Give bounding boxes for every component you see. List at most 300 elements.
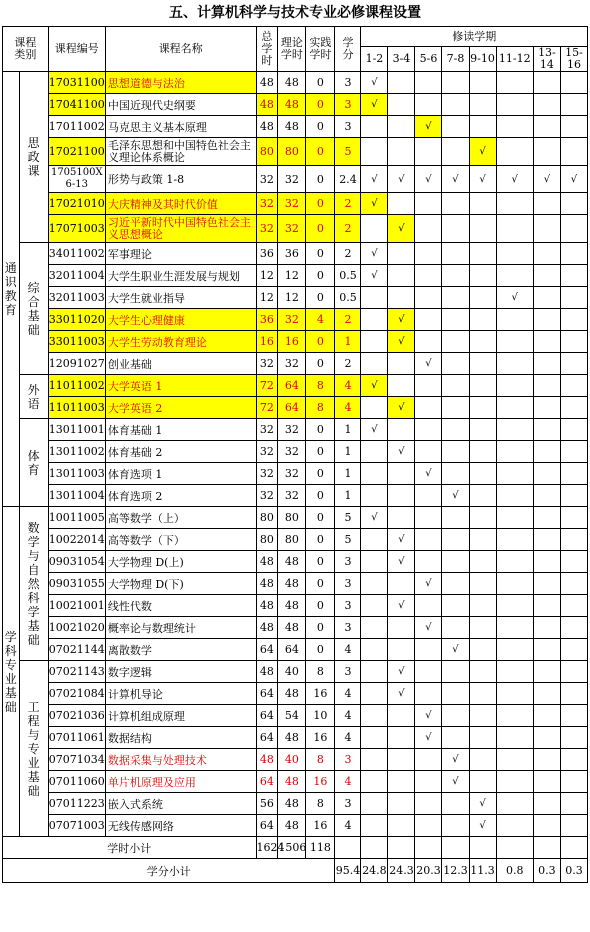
course-total: 72 bbox=[256, 375, 278, 397]
semester-cell bbox=[533, 138, 560, 166]
semester-cell bbox=[560, 193, 587, 215]
semester-cell bbox=[415, 771, 442, 793]
empty-cell bbox=[560, 837, 587, 859]
course-name: 无线传感网络 bbox=[105, 815, 256, 837]
semester-cell: √ bbox=[469, 166, 496, 193]
semester-cell bbox=[560, 309, 587, 331]
semester-cell bbox=[496, 215, 533, 243]
semester-cell bbox=[361, 485, 388, 507]
course-row bbox=[3, 72, 588, 94]
course-row bbox=[3, 507, 588, 529]
course-practice: 0 bbox=[306, 166, 335, 193]
semester-cell bbox=[560, 727, 587, 749]
course-code: 12091027 bbox=[48, 353, 105, 375]
semester-cell bbox=[388, 573, 415, 595]
semester-cell bbox=[533, 441, 560, 463]
hours-subtotal-practice: 118 bbox=[306, 837, 335, 859]
semester-cell: √ bbox=[388, 331, 415, 353]
course-credit: 2.4 bbox=[335, 166, 361, 193]
credit-subtotal-label: 学分小计 bbox=[3, 859, 335, 883]
course-theory: 64 bbox=[278, 375, 306, 397]
course-practice: 8 bbox=[306, 397, 335, 419]
empty-cell bbox=[442, 837, 469, 859]
course-theory: 32 bbox=[278, 441, 306, 463]
semester-cell bbox=[496, 771, 533, 793]
semester-cell bbox=[469, 243, 496, 265]
semester-cell: √ bbox=[388, 397, 415, 419]
semester-cell bbox=[533, 727, 560, 749]
course-row bbox=[3, 353, 588, 375]
semester-cell bbox=[533, 639, 560, 661]
semester-cell bbox=[496, 573, 533, 595]
semester-cell bbox=[361, 331, 388, 353]
semester-cell bbox=[533, 419, 560, 441]
semester-cell bbox=[560, 463, 587, 485]
semester-cell bbox=[469, 771, 496, 793]
empty-cell bbox=[361, 837, 388, 859]
semester-cell: √ bbox=[388, 595, 415, 617]
course-code: 07071003 bbox=[48, 815, 105, 837]
semester-cell bbox=[442, 353, 469, 375]
semester-cell bbox=[388, 507, 415, 529]
semester-cell bbox=[388, 94, 415, 116]
course-row bbox=[3, 397, 588, 419]
course-total: 48 bbox=[256, 94, 278, 116]
course-total: 32 bbox=[256, 215, 278, 243]
course-name: 体育基础 2 bbox=[105, 441, 256, 463]
course-total: 36 bbox=[256, 243, 278, 265]
course-credit: 3 bbox=[335, 793, 361, 815]
course-credit: 1 bbox=[335, 331, 361, 353]
semester-cell bbox=[496, 595, 533, 617]
semester-cell bbox=[442, 397, 469, 419]
semester-cell: √ bbox=[388, 661, 415, 683]
semester-cell bbox=[442, 683, 469, 705]
course-total: 32 bbox=[256, 441, 278, 463]
semester-cell bbox=[388, 419, 415, 441]
semester-cell bbox=[415, 193, 442, 215]
semester-cell bbox=[415, 331, 442, 353]
course-theory: 32 bbox=[278, 419, 306, 441]
semester-cell bbox=[496, 815, 533, 837]
semester-cell bbox=[533, 72, 560, 94]
semester-cell bbox=[533, 397, 560, 419]
course-row bbox=[3, 485, 588, 507]
semester-cell: √ bbox=[361, 193, 388, 215]
empty-cell bbox=[415, 837, 442, 859]
course-total: 12 bbox=[256, 287, 278, 309]
semester-cell bbox=[388, 72, 415, 94]
semester-cell bbox=[361, 441, 388, 463]
semester-cell: √ bbox=[442, 639, 469, 661]
semester-cell bbox=[496, 639, 533, 661]
semester-cell: √ bbox=[560, 166, 587, 193]
semester-cell bbox=[496, 705, 533, 727]
course-total: 56 bbox=[256, 793, 278, 815]
semester-cell bbox=[361, 529, 388, 551]
course-practice: 0 bbox=[306, 94, 335, 116]
semester-cell bbox=[415, 507, 442, 529]
semester-cell: √ bbox=[415, 705, 442, 727]
course-total: 48 bbox=[256, 116, 278, 138]
semester-cell bbox=[361, 683, 388, 705]
semester-cell: √ bbox=[388, 529, 415, 551]
semester-cell bbox=[496, 72, 533, 94]
course-practice: 0 bbox=[306, 72, 335, 94]
semester-cell bbox=[442, 116, 469, 138]
semester-cell bbox=[560, 749, 587, 771]
semester-cell: √ bbox=[415, 573, 442, 595]
group-discipline-foundation: 学 科 专 业 基 础 bbox=[3, 507, 20, 837]
semester-cell bbox=[533, 661, 560, 683]
semester-cell bbox=[388, 193, 415, 215]
course-name: 大学生劳动教育理论 bbox=[105, 331, 256, 353]
course-name: 马克思主义基本原理 bbox=[105, 116, 256, 138]
group-general-education: 通 识 教 育 bbox=[3, 72, 20, 507]
semester-cell bbox=[469, 595, 496, 617]
semester-cell bbox=[442, 419, 469, 441]
semester-cell bbox=[415, 661, 442, 683]
course-theory: 40 bbox=[278, 749, 306, 771]
course-credit: 1 bbox=[335, 463, 361, 485]
semester-cell bbox=[496, 683, 533, 705]
course-practice: 0 bbox=[306, 639, 335, 661]
course-name: 概率论与数理统计 bbox=[105, 617, 256, 639]
course-code: 17071003 bbox=[48, 215, 105, 243]
semester-cell bbox=[560, 639, 587, 661]
semester-cell bbox=[560, 116, 587, 138]
group-foreign-language: 外 语 bbox=[19, 375, 48, 419]
course-code: 07021143 bbox=[48, 661, 105, 683]
semester-cell bbox=[469, 72, 496, 94]
course-name: 毛泽东思想和中国特色社会主义理论体系概论 bbox=[105, 138, 256, 166]
semester-cell bbox=[533, 265, 560, 287]
semester-cell bbox=[415, 287, 442, 309]
semester-cell: √ bbox=[388, 551, 415, 573]
semester-cell: √ bbox=[361, 94, 388, 116]
course-credit: 2 bbox=[335, 243, 361, 265]
course-practice: 0 bbox=[306, 116, 335, 138]
semester-cell bbox=[560, 397, 587, 419]
semester-cell bbox=[496, 529, 533, 551]
semester-cell: √ bbox=[496, 166, 533, 193]
course-practice: 16 bbox=[306, 771, 335, 793]
course-practice: 0 bbox=[306, 441, 335, 463]
semester-cell: √ bbox=[361, 375, 388, 397]
credit-subtotal-credit: 95.4 bbox=[335, 859, 361, 883]
semester-cell bbox=[560, 441, 587, 463]
semester-cell bbox=[442, 287, 469, 309]
semester-cell bbox=[442, 243, 469, 265]
semester-cell bbox=[560, 353, 587, 375]
header-credits: 学 分 bbox=[335, 27, 361, 72]
course-name: 形势与政策 1-8 bbox=[105, 166, 256, 193]
semester-cell bbox=[388, 265, 415, 287]
course-practice: 8 bbox=[306, 793, 335, 815]
semester-cell bbox=[388, 353, 415, 375]
credit-subtotal-semester: 12.3 bbox=[442, 859, 469, 883]
hours-subtotal-label: 学时小计 bbox=[3, 837, 257, 859]
semester-cell bbox=[533, 595, 560, 617]
course-total: 32 bbox=[256, 166, 278, 193]
semester-cell bbox=[361, 705, 388, 727]
course-total: 48 bbox=[256, 661, 278, 683]
semester-cell bbox=[442, 331, 469, 353]
course-total: 48 bbox=[256, 72, 278, 94]
semester-cell bbox=[496, 463, 533, 485]
course-name: 大学生就业指导 bbox=[105, 287, 256, 309]
semester-cell bbox=[533, 771, 560, 793]
header-theory-hours: 理论 学时 bbox=[278, 27, 306, 72]
semester-cell bbox=[469, 551, 496, 573]
empty-cell bbox=[496, 837, 533, 859]
course-practice: 8 bbox=[306, 661, 335, 683]
course-name: 大学物理 D(下) bbox=[105, 573, 256, 595]
group-engineering: 工 程 与 专 业 基 础 bbox=[19, 661, 48, 837]
course-total: 64 bbox=[256, 639, 278, 661]
course-row bbox=[3, 771, 588, 793]
semester-cell bbox=[361, 617, 388, 639]
semester-cell bbox=[533, 529, 560, 551]
course-theory: 40 bbox=[278, 661, 306, 683]
course-total: 64 bbox=[256, 771, 278, 793]
semester-cell bbox=[560, 771, 587, 793]
semester-cell bbox=[469, 507, 496, 529]
semester-cell bbox=[469, 215, 496, 243]
semester-cell bbox=[388, 287, 415, 309]
semester-cell bbox=[496, 661, 533, 683]
empty-cell bbox=[335, 837, 361, 859]
course-name: 大学物理 D(上) bbox=[105, 551, 256, 573]
course-name: 创业基础 bbox=[105, 353, 256, 375]
course-row bbox=[3, 617, 588, 639]
course-row bbox=[3, 529, 588, 551]
course-row bbox=[3, 243, 588, 265]
semester-cell bbox=[415, 243, 442, 265]
semester-cell bbox=[361, 573, 388, 595]
semester-cell bbox=[442, 463, 469, 485]
course-credit: 4 bbox=[335, 397, 361, 419]
semester-cell bbox=[415, 441, 442, 463]
course-theory: 32 bbox=[278, 463, 306, 485]
course-code: 11011003 bbox=[48, 397, 105, 419]
course-practice: 16 bbox=[306, 727, 335, 749]
course-practice: 0 bbox=[306, 529, 335, 551]
semester-cell bbox=[415, 265, 442, 287]
semester-cell bbox=[560, 375, 587, 397]
course-practice: 0 bbox=[306, 193, 335, 215]
semester-cell bbox=[388, 815, 415, 837]
course-total: 64 bbox=[256, 683, 278, 705]
semester-cell bbox=[442, 265, 469, 287]
empty-cell bbox=[533, 837, 560, 859]
course-name: 思想道德与法治 bbox=[105, 72, 256, 94]
credit-subtotal-semester: 0.3 bbox=[560, 859, 587, 883]
course-theory: 32 bbox=[278, 193, 306, 215]
semester-cell bbox=[415, 138, 442, 166]
semester-cell bbox=[415, 815, 442, 837]
semester-cell bbox=[533, 507, 560, 529]
semester-cell: √ bbox=[361, 72, 388, 94]
course-theory: 32 bbox=[278, 309, 306, 331]
course-code: 17021100 bbox=[48, 138, 105, 166]
semester-cell bbox=[442, 215, 469, 243]
semester-cell bbox=[560, 507, 587, 529]
course-code: 13011003 bbox=[48, 463, 105, 485]
semester-cell: √ bbox=[442, 166, 469, 193]
semester-cell bbox=[533, 309, 560, 331]
course-theory: 12 bbox=[278, 287, 306, 309]
semester-cell: √ bbox=[415, 353, 442, 375]
semester-cell bbox=[469, 309, 496, 331]
semester-cell bbox=[469, 116, 496, 138]
semester-cell bbox=[469, 683, 496, 705]
semester-cell bbox=[533, 705, 560, 727]
course-code: 13011004 bbox=[48, 485, 105, 507]
semester-cell bbox=[442, 309, 469, 331]
semester-cell bbox=[469, 287, 496, 309]
semester-cell: √ bbox=[442, 771, 469, 793]
course-total: 64 bbox=[256, 705, 278, 727]
credit-subtotal-semester: 20.3 bbox=[415, 859, 442, 883]
course-code: 17021010 bbox=[48, 193, 105, 215]
course-row bbox=[3, 419, 588, 441]
course-theory: 48 bbox=[278, 617, 306, 639]
semester-cell bbox=[415, 375, 442, 397]
semester-cell bbox=[442, 727, 469, 749]
semester-cell bbox=[496, 94, 533, 116]
course-total: 48 bbox=[256, 573, 278, 595]
course-theory: 48 bbox=[278, 683, 306, 705]
course-row bbox=[3, 793, 588, 815]
course-code: 07021036 bbox=[48, 705, 105, 727]
course-total: 48 bbox=[256, 749, 278, 771]
semester-cell bbox=[388, 771, 415, 793]
course-row bbox=[3, 463, 588, 485]
group-comprehensive: 综 合 基 础 bbox=[19, 243, 48, 375]
semester-cell bbox=[469, 375, 496, 397]
semester-cell bbox=[361, 793, 388, 815]
semester-cell bbox=[388, 617, 415, 639]
semester-cell bbox=[361, 309, 388, 331]
course-theory: 80 bbox=[278, 507, 306, 529]
semester-cell: √ bbox=[388, 215, 415, 243]
semester-cell bbox=[388, 727, 415, 749]
course-name: 计算机导论 bbox=[105, 683, 256, 705]
semester-cell bbox=[496, 353, 533, 375]
course-name: 大学英语 1 bbox=[105, 375, 256, 397]
course-code: 17031100 bbox=[48, 72, 105, 94]
course-practice: 0 bbox=[306, 215, 335, 243]
semester-cell bbox=[361, 397, 388, 419]
course-row bbox=[3, 138, 588, 166]
course-practice: 0 bbox=[306, 353, 335, 375]
course-code: 07021084 bbox=[48, 683, 105, 705]
course-name: 大学生职业生涯发展与规划 bbox=[105, 265, 256, 287]
semester-cell: √ bbox=[388, 683, 415, 705]
semester-cell bbox=[533, 551, 560, 573]
course-credit: 3 bbox=[335, 551, 361, 573]
course-row bbox=[3, 116, 588, 138]
course-credit: 3 bbox=[335, 749, 361, 771]
semester-cell: √ bbox=[415, 116, 442, 138]
hours-subtotal-total: 1624 bbox=[256, 837, 278, 859]
course-credit: 3 bbox=[335, 94, 361, 116]
semester-cell: √ bbox=[442, 485, 469, 507]
empty-cell bbox=[469, 837, 496, 859]
semester-cell bbox=[533, 94, 560, 116]
course-name: 大庆精神及其时代价值 bbox=[105, 193, 256, 215]
semester-cell bbox=[533, 485, 560, 507]
course-code: 09031054 bbox=[48, 551, 105, 573]
semester-cell bbox=[442, 138, 469, 166]
course-code: 17011002 bbox=[48, 116, 105, 138]
semester-cell bbox=[560, 419, 587, 441]
course-row bbox=[3, 683, 588, 705]
semester-cell bbox=[469, 749, 496, 771]
course-total: 16 bbox=[256, 331, 278, 353]
semester-cell bbox=[560, 793, 587, 815]
semester-cell bbox=[415, 485, 442, 507]
course-row bbox=[3, 595, 588, 617]
course-row bbox=[3, 193, 588, 215]
semester-cell: √ bbox=[361, 419, 388, 441]
semester-cell bbox=[469, 419, 496, 441]
header-semester: 9-10 bbox=[469, 47, 496, 72]
course-code: 11011002 bbox=[48, 375, 105, 397]
course-theory: 64 bbox=[278, 639, 306, 661]
semester-cell bbox=[469, 705, 496, 727]
header-semester: 13-14 bbox=[533, 47, 560, 72]
semester-cell: √ bbox=[388, 166, 415, 193]
semester-cell bbox=[560, 705, 587, 727]
semester-cell bbox=[533, 815, 560, 837]
course-credit: 0.5 bbox=[335, 287, 361, 309]
semester-cell bbox=[533, 793, 560, 815]
course-theory: 48 bbox=[278, 573, 306, 595]
header-semester: 11-12 bbox=[496, 47, 533, 72]
course-practice: 0 bbox=[306, 463, 335, 485]
course-credit: 5 bbox=[335, 138, 361, 166]
course-credit: 2 bbox=[335, 309, 361, 331]
header-semester: 5-6 bbox=[415, 47, 442, 72]
curriculum-table bbox=[2, 26, 588, 883]
semester-cell bbox=[469, 94, 496, 116]
course-code: 33011020 bbox=[48, 309, 105, 331]
header-semester: 1-2 bbox=[361, 47, 388, 72]
semester-cell bbox=[415, 793, 442, 815]
group-physical-education: 体 育 bbox=[19, 419, 48, 507]
course-theory: 12 bbox=[278, 265, 306, 287]
course-credit: 4 bbox=[335, 683, 361, 705]
course-credit: 4 bbox=[335, 815, 361, 837]
course-total: 80 bbox=[256, 507, 278, 529]
course-name: 体育基础 1 bbox=[105, 419, 256, 441]
course-credit: 2 bbox=[335, 215, 361, 243]
course-row bbox=[3, 94, 588, 116]
semester-cell bbox=[361, 749, 388, 771]
semester-cell bbox=[388, 116, 415, 138]
course-credit: 5 bbox=[335, 507, 361, 529]
semester-cell bbox=[533, 375, 560, 397]
course-theory: 32 bbox=[278, 353, 306, 375]
course-practice: 0 bbox=[306, 287, 335, 309]
semester-cell bbox=[361, 595, 388, 617]
semester-cell bbox=[469, 265, 496, 287]
course-name: 体育选项 2 bbox=[105, 485, 256, 507]
course-name: 数据结构 bbox=[105, 727, 256, 749]
semester-cell bbox=[415, 595, 442, 617]
